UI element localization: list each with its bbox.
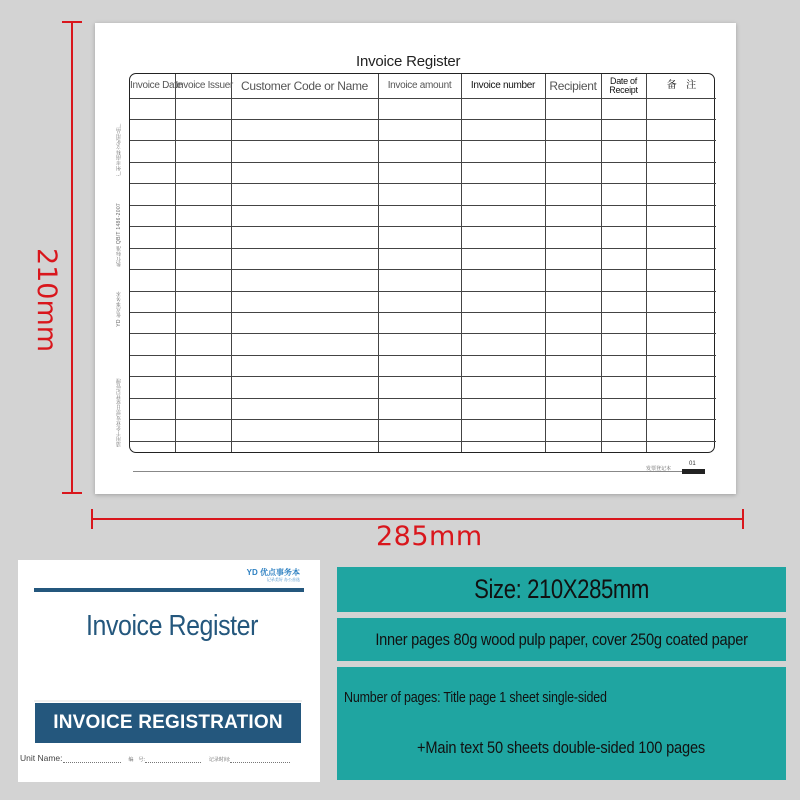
table-cell [378, 377, 461, 398]
table-cell [130, 119, 175, 140]
table-cell [231, 334, 378, 355]
table-cell [601, 205, 646, 226]
table-cell [461, 162, 545, 183]
table-cell [175, 248, 231, 269]
table-cell [175, 420, 231, 441]
table-cell [378, 313, 461, 334]
cover-title: Invoice Register [86, 610, 258, 642]
table-cell [601, 420, 646, 441]
table-cell [231, 184, 378, 205]
table-cell [601, 441, 646, 452]
side-text-maker: 广州市南科文化用品厂 [116, 123, 122, 176]
table-cell [378, 162, 461, 183]
height-dimension-label: 210mm [31, 247, 63, 353]
column-header-customer: Customer Code or Name [231, 74, 378, 98]
table-cell [601, 141, 646, 162]
table-cell [231, 398, 378, 419]
table-cell [601, 355, 646, 376]
table-cell [646, 162, 716, 183]
table-cell [231, 98, 378, 119]
table-cell [461, 441, 545, 452]
cover-field-time-label: 记录时间: [208, 757, 231, 763]
table-row [130, 291, 716, 312]
table-cell [601, 270, 646, 291]
table-cell [130, 313, 175, 334]
footer-caption: 发票登记本 [646, 466, 672, 472]
table-row [130, 184, 716, 205]
table-row [130, 227, 716, 248]
register-table [129, 73, 715, 453]
register-sheet [95, 23, 736, 494]
column-header-date-of-receipt: Date of Receipt [601, 74, 646, 98]
table-cell [601, 248, 646, 269]
table-cell [545, 313, 601, 334]
table-cell [175, 441, 231, 452]
table-cell [461, 227, 545, 248]
table-cell [231, 141, 378, 162]
table-row [130, 205, 716, 226]
table-cell [231, 270, 378, 291]
table-cell [378, 184, 461, 205]
table-cell [646, 420, 716, 441]
table-cell [601, 98, 646, 119]
table-cell [175, 205, 231, 226]
table-cell [175, 313, 231, 334]
table-cell [461, 205, 545, 226]
table-cell [231, 420, 378, 441]
table-cell [130, 398, 175, 419]
table-cell [231, 119, 378, 140]
table-cell [545, 441, 601, 452]
pages-text-line1: Number of pages: Title page 1 sheet single-sided [344, 690, 607, 706]
table-cell [130, 184, 175, 205]
table-row [130, 98, 716, 119]
table-cell [461, 248, 545, 269]
side-text-usage: 适用于企业发票日常登记管理 [116, 378, 122, 447]
table-cell [646, 398, 716, 419]
table-cell [130, 141, 175, 162]
table-cell [601, 184, 646, 205]
table-cell [175, 377, 231, 398]
height-dimension-line [71, 22, 73, 494]
table-cell [378, 355, 461, 376]
table-cell [461, 398, 545, 419]
cover-field-time-line [230, 755, 290, 763]
table-cell [461, 291, 545, 312]
table-cell [130, 205, 175, 226]
table-cell [601, 119, 646, 140]
table-cell [175, 162, 231, 183]
cover-logo: YD 优点事务本 [246, 568, 300, 577]
table-row [130, 119, 716, 140]
table-cell [175, 270, 231, 291]
paper-text: Inner pages 80g wood pulp paper, cover 250g coated paper [375, 629, 748, 649]
table-cell [461, 377, 545, 398]
table-cell [175, 119, 231, 140]
table-cell [545, 205, 601, 226]
table-cell [461, 334, 545, 355]
table-cell [378, 119, 461, 140]
width-dimension-cap-left [91, 509, 93, 529]
table-cell [545, 119, 601, 140]
table-cell [175, 334, 231, 355]
table-cell [646, 291, 716, 312]
table-cell [378, 205, 461, 226]
table-cell [545, 248, 601, 269]
cover-logo-subtitle: 记录美好 办公首选 [266, 577, 300, 582]
pages-text-line2: +Main text 50 sheets double-sided 100 pages [417, 738, 706, 757]
table-cell [130, 270, 175, 291]
cover-field-unit-label: Unit Name: [20, 753, 63, 763]
table-cell [130, 420, 175, 441]
table-cell [378, 441, 461, 452]
table-row [130, 248, 716, 269]
cover-banner: INVOICE REGISTRATION [34, 700, 302, 744]
table-cell [646, 248, 716, 269]
table-cell [646, 98, 716, 119]
table-cell [231, 355, 378, 376]
column-header-invoice-number: Invoice number [461, 74, 545, 98]
table-cell [545, 355, 601, 376]
table-cell [231, 227, 378, 248]
table-cell [378, 420, 461, 441]
table-cell [175, 141, 231, 162]
column-header-invoice-amount: Invoice amount [378, 74, 461, 98]
height-dimension-cap-top [62, 21, 82, 23]
table-cell [231, 162, 378, 183]
side-text-standard: 执行标准 QB/T 1486-2007 [116, 203, 122, 267]
table-body [130, 98, 716, 452]
cover-top-rule [34, 588, 304, 592]
paper-panel [337, 618, 786, 661]
table-cell [601, 313, 646, 334]
footer-line [133, 471, 683, 472]
width-dimension-line [92, 518, 744, 520]
table-cell [545, 270, 601, 291]
table-cell [545, 184, 601, 205]
cover-field-unit-line [63, 755, 121, 763]
table-cell [231, 205, 378, 226]
side-text-brand: YD 优点事务本 [116, 291, 122, 327]
cover-field-number-line [145, 755, 201, 763]
table-cell [545, 420, 601, 441]
table-cell [130, 441, 175, 452]
table-cell [461, 141, 545, 162]
table-cell [646, 141, 716, 162]
table-cell [461, 119, 545, 140]
table-cell [545, 98, 601, 119]
size-text: Size: 210X285mm [474, 574, 649, 604]
table-row [130, 334, 716, 355]
table-cell [601, 398, 646, 419]
table-cell [646, 227, 716, 248]
table-cell [646, 334, 716, 355]
table-cell [130, 377, 175, 398]
table-cell [378, 398, 461, 419]
table-cell [646, 270, 716, 291]
table-cell [545, 162, 601, 183]
table-header-row [130, 74, 716, 98]
table-row [130, 270, 716, 291]
table-cell [130, 334, 175, 355]
column-header-invoice-issuer: Invoice Issuer [175, 74, 231, 98]
table-cell [130, 291, 175, 312]
table-cell [130, 248, 175, 269]
table-cell [461, 98, 545, 119]
footer-bar [682, 469, 705, 474]
table-cell [231, 313, 378, 334]
table-cell [545, 377, 601, 398]
cover-field-number-label: 编 号: [128, 757, 145, 763]
table-row [130, 377, 716, 398]
table-cell [231, 377, 378, 398]
table-cell [545, 334, 601, 355]
table-cell [646, 377, 716, 398]
table-cell [545, 141, 601, 162]
table-row [130, 355, 716, 376]
table-cell [646, 184, 716, 205]
table-cell [601, 377, 646, 398]
table-cell [601, 291, 646, 312]
size-panel [337, 567, 786, 612]
table-cell [378, 141, 461, 162]
table-cell [175, 355, 231, 376]
table-cell [378, 227, 461, 248]
height-dimension-cap-bottom [62, 492, 82, 494]
table-cell [130, 98, 175, 119]
table-cell [130, 162, 175, 183]
table-cell [175, 291, 231, 312]
width-dimension-label: 285mm [376, 521, 483, 552]
table-cell [175, 227, 231, 248]
table-row [130, 420, 716, 441]
column-header-remarks: 备 注 [646, 74, 716, 98]
table-cell [378, 291, 461, 312]
table-cell [175, 184, 231, 205]
column-header-invoice-date: Invoice Date [130, 74, 175, 98]
table-cell [461, 420, 545, 441]
table-cell [231, 291, 378, 312]
table-row [130, 141, 716, 162]
table-cell [175, 98, 231, 119]
table-cell [378, 248, 461, 269]
column-header-recipient: Recipient [545, 74, 601, 98]
table-row [130, 313, 716, 334]
table-row [130, 441, 716, 452]
table-cell [646, 441, 716, 452]
table-cell [231, 441, 378, 452]
table-cell [601, 334, 646, 355]
width-dimension-cap-right [742, 509, 744, 529]
table-cell [461, 270, 545, 291]
table-cell [461, 313, 545, 334]
table-cell [130, 227, 175, 248]
table-cell [646, 355, 716, 376]
table-cell [461, 355, 545, 376]
table-row [130, 398, 716, 419]
table-cell [601, 162, 646, 183]
sheet-title: Invoice Register [350, 53, 466, 70]
table-cell [601, 227, 646, 248]
table-cell [378, 270, 461, 291]
table-row [130, 162, 716, 183]
cover-preview [18, 560, 320, 782]
table-cell [231, 248, 378, 269]
table-cell [378, 334, 461, 355]
table-cell [646, 205, 716, 226]
table-cell [461, 184, 545, 205]
table-cell [130, 355, 175, 376]
pages-panel [337, 667, 786, 780]
table-cell [545, 291, 601, 312]
footer-page-number: 01 [689, 461, 696, 467]
table-cell [646, 119, 716, 140]
table-cell [545, 398, 601, 419]
table-cell [378, 98, 461, 119]
table-cell [646, 313, 716, 334]
table-cell [175, 398, 231, 419]
cover-fields [20, 753, 320, 763]
table-cell [545, 227, 601, 248]
